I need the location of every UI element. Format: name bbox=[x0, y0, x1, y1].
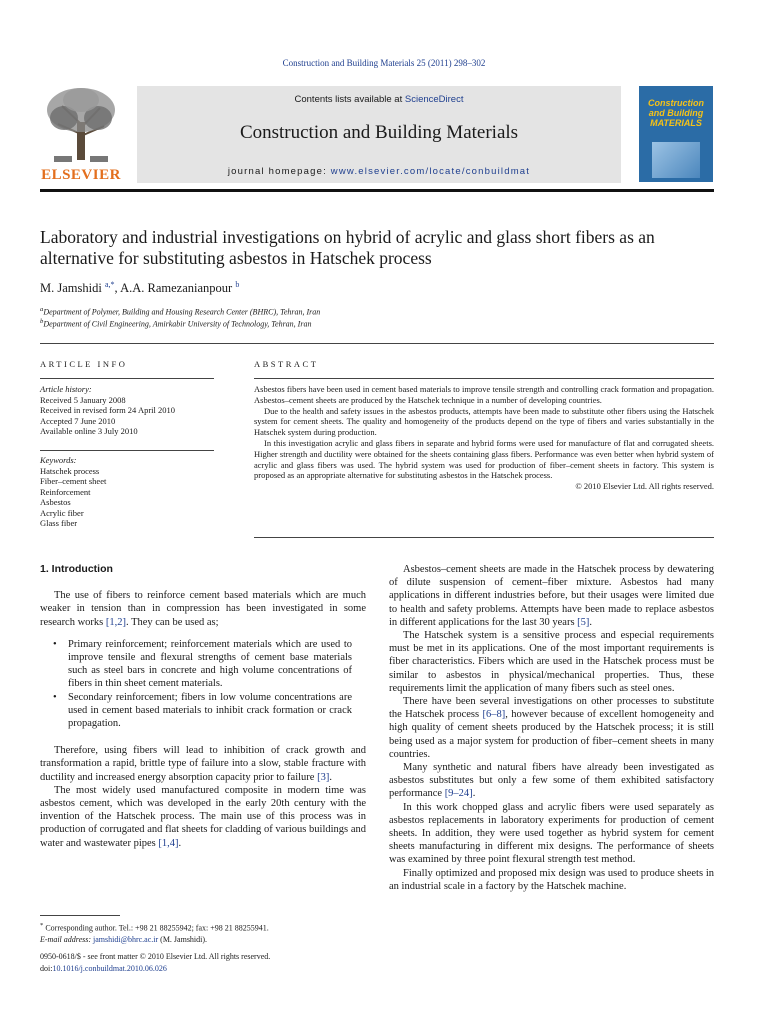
abstract-body bbox=[254, 384, 714, 492]
cover-title: Construction and Building MATERIALS bbox=[648, 98, 704, 128]
bullet-list bbox=[40, 638, 366, 730]
abstract-paragraph: Due to the health and safety issues in the asbestos products, attempts have been made to substitute other fibers using the Hatschek system for cement sheets. The quality and homogeneity of the products depend on the type of fibers and varies substantially in the Hatschek system during production. bbox=[254, 405, 714, 438]
reference-link[interactable]: [1,2] bbox=[105, 616, 127, 628]
abstract-heading: ABSTRACT bbox=[254, 359, 319, 369]
bullet-icon: • bbox=[53, 638, 57, 650]
body-paragraph: The Hatschek system is a sensitive process and especial requirements must be met in its applications. One of the most important requirements is fiber characteristics. Fibers which are used in the Hatschek process must be similar to asbestos in physical/mechanical properties. Thus, these requirements limit the application of many fibers such as steel ones. bbox=[389, 630, 714, 694]
reference-link[interactable]: [1,4] bbox=[158, 837, 179, 849]
article-info-rule bbox=[40, 378, 214, 379]
homepage-link[interactable]: www.elsevier.com/locate/conbuildmat bbox=[330, 166, 531, 177]
doi-link[interactable]: 10.1016/j.conbuildmat.2010.06.026 bbox=[52, 964, 167, 973]
history-item: Received 5 January 2008 bbox=[40, 394, 126, 405]
keyword: Fiber–cement sheet bbox=[40, 476, 107, 486]
journal-title: Construction and Building Materials bbox=[239, 122, 519, 143]
body-paragraph: Therefore, using fibers will lead to inhibition of crack growth and transformation a rapid, brittle type of failure into a slow, stable fracture with ductility and increased energy absorption capacity prior to failure [3]. bbox=[40, 745, 366, 783]
abstract-copyright: © 2010 Elsevier Ltd. All rights reserved. bbox=[575, 481, 714, 492]
keywords-label: Keywords: bbox=[40, 455, 77, 465]
keywords-rule bbox=[40, 450, 214, 451]
keyword: Glass fiber bbox=[40, 518, 78, 528]
keywords-block bbox=[40, 455, 215, 529]
contents-line bbox=[137, 94, 621, 105]
reference-link[interactable]: [6–8] bbox=[482, 709, 506, 721]
history-item: Accepted 7 June 2010 bbox=[40, 415, 116, 426]
abstract-paragraph: Asbestos fibers have been used in cement based materials to improve tensile strength and controlling crack formation and propagation. Asbestos–cement sheets are produced by the Hatschek technique in a number of developing countries. bbox=[254, 384, 714, 405]
history-item: Available online 3 July 2010 bbox=[40, 426, 138, 436]
publisher-name: ELSEVIER bbox=[41, 167, 121, 183]
body-paragraph: The most widely used manufactured composite in modern time was asbestos cement, which was developed in the early 20th century with the invention of the Hatschek process. The main use of this process was in production of corrugated and flat sheets for cladding of various buildings and water and wastewater pipes [1,4]. bbox=[40, 784, 366, 849]
doi-line: doi:10.1016/j.conbuildmat.2010.06.026 bbox=[40, 964, 167, 973]
right-column bbox=[389, 563, 714, 893]
affiliation-marker[interactable]: b bbox=[235, 280, 240, 289]
footnote-email: E-mail address: jamshidi@bhrc.ac.ir (M. Jamshidi). bbox=[40, 934, 208, 944]
body-paragraph: In this work chopped glass and acrylic fibers were used separately as asbestos replacements in laboratory experiments for production of cement sheets. In addition, they were used together as hybrid system for cement sheets manufacturing in different mix designs. The performance of sheets was examined by three point flexural strength test method. bbox=[389, 801, 714, 866]
keyword: Reinforcement bbox=[40, 486, 91, 497]
abstract-paragraph: In this investigation acrylic and glass fibers in separate and hybrid forms were used for manufacture of flat and corrugated sheets. Higher strength and ductility were obtained for the sheets containing glass fibers. Performance was even better when hybrid system of acrylic and glass fibers was used. The hybrid system was used for production of fiber–cement sheets in factory. This system is proposed as an appropriate alternative for substituting asbestos in the Hatschek process. bbox=[254, 437, 714, 481]
journal-homepage bbox=[137, 166, 621, 177]
bullet-item: • Secondary reinforcement; fibers in low volume concentrations are used in cement based materials to inhibit crack formation or crack propagation. bbox=[53, 691, 352, 730]
sciencedirect-link[interactable]: ScienceDirect bbox=[404, 94, 464, 105]
history-item: Received in revised form 24 April 2010 bbox=[40, 405, 176, 415]
section-heading-introduction: 1. Introduction bbox=[40, 563, 113, 575]
article-history bbox=[40, 384, 215, 437]
journal-citation[interactable]: Construction and Building Materials 25 (2011) 298–302 bbox=[282, 58, 486, 68]
keyword: Asbestos bbox=[40, 497, 71, 507]
section-rule bbox=[40, 343, 714, 344]
homepage-prefix: journal homepage: bbox=[227, 166, 331, 177]
reference-link[interactable]: [9–24] bbox=[444, 788, 473, 800]
body-paragraph: Many synthetic and natural fibers have already been investigated as asbestos substitutes but only a few some of them exhibited satisfactory performance [9–24]. bbox=[389, 762, 714, 800]
header-rule bbox=[40, 189, 714, 192]
footnote-corresponding: * Corresponding author. Tel.: +98 21 88255942; fax: +98 21 88255941. bbox=[40, 922, 269, 933]
keyword: Hatschek process bbox=[40, 465, 100, 476]
affiliation-marker[interactable]: a,* bbox=[104, 280, 115, 289]
abstract-rule bbox=[254, 378, 714, 379]
author-list bbox=[40, 280, 239, 296]
bullet-item: • Primary reinforcement; reinforcement materials which are used to improve tensile and flexural strengths of cement base materials such as steel bars in concrete and high volume concentrations of fibers in thin sheet cement materials. bbox=[53, 638, 352, 690]
issn-line: 0950-0618/$ - see front matter © 2010 Elsevier Ltd. All rights reserved. bbox=[40, 952, 271, 961]
email-link[interactable]: jamshidi@bhrc.ac.ir bbox=[93, 934, 159, 944]
article-title: Laboratory and industrial investigations on hybrid of acrylic and glass short fibers as an alternative for substituting asbestos in Hatschek process bbox=[40, 227, 655, 268]
article-info-heading: ARTICLE INFO bbox=[40, 359, 128, 369]
affiliation-b: $^b$Department of Civil Engineering, Amirkabir University of Technology, Tehran, Iran bbox=[40, 318, 312, 329]
author-name: M. Jamshidi bbox=[40, 281, 102, 296]
author-name: A.A. Ramezanianpour bbox=[120, 281, 233, 296]
footnote bbox=[40, 920, 370, 945]
left-column bbox=[40, 563, 366, 850]
body-paragraph: Asbestos–cement sheets are made in the Hatschek process by dewatering of dilute suspension of cement–fiber mixture. Asbestos had many applications in different industries before, but their usages were limited due to health and safety problems. Attempts have been made to replace asbestos in different applications for the last 30 years [5]. bbox=[389, 564, 714, 628]
abstract-end-rule bbox=[254, 537, 714, 538]
bullet-icon: • bbox=[53, 691, 57, 703]
cover-photo bbox=[652, 142, 700, 178]
author-separator: , bbox=[114, 281, 121, 296]
body-paragraph: There have been several investigations on other processes to substitute the Hatschek process [6–8], however because of excellent homogeneity and high quality of cement sheets produced by the Hatschek process; it is still being used as a major system for production of fiber–cement sheets in many countries. bbox=[389, 696, 714, 760]
history-label: Article history: bbox=[40, 384, 92, 394]
keyword: Acrylic fiber bbox=[40, 507, 84, 518]
reference-link[interactable]: [5] bbox=[577, 616, 590, 628]
affiliation-a: $^a$Department of Polymer, Building and Housing Research Center (BHRC), Tehran, Iran bbox=[40, 306, 321, 317]
body-paragraph: The use of fibers to reinforce cement based materials which are much weaker in tension than in compression has been investigated in some research works [1,2]. They can be used as; bbox=[40, 590, 366, 628]
body-paragraph: Finally optimized and proposed mix design was used to produce sheets in an industrial scale in a factory by the Hatschek machine. bbox=[389, 867, 714, 892]
front-matter-info bbox=[40, 951, 380, 975]
reference-link[interactable]: [3] bbox=[317, 771, 330, 783]
footnote-rule bbox=[40, 915, 120, 916]
contents-prefix: Contents lists available at bbox=[294, 94, 405, 105]
